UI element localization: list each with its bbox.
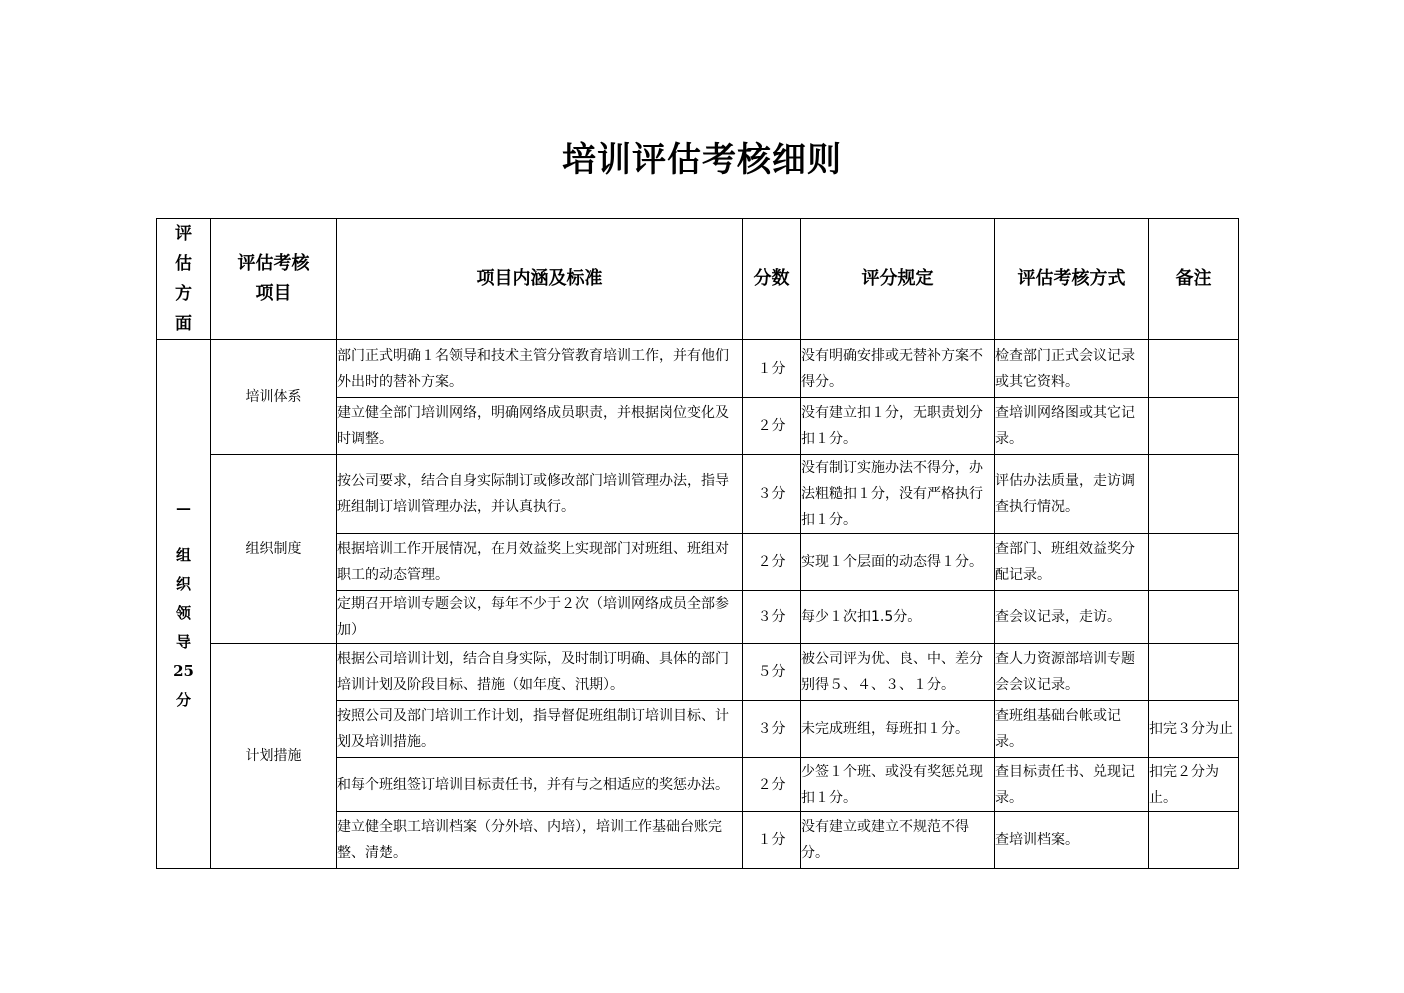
content-cell: 按公司要求，结合自身实际制订或修改部门培训管理办法，指导班组制订培训管理办法，并认真执行。 [337,455,743,534]
note-cell [1149,398,1239,455]
content-cell: 建立健全部门培训网络，明确网络成员职责，并根据岗位变化及时调整。 [337,398,743,455]
header-aspect-char: 评 [175,224,192,244]
method-cell: 查部门、班组效益奖分配记录。 [995,534,1149,591]
aspect-number: 25 [173,661,194,680]
header-row [157,219,1239,340]
rule-cell: 未完成班组，每班扣１分。 [801,701,995,758]
header-aspect [157,219,211,340]
header-aspect-char: 方 [175,284,192,304]
score-cell: ２分 [743,758,801,812]
header-aspect-char: 估 [175,254,192,274]
note-cell [1149,812,1239,869]
content-cell: 部门正式明确１名领导和技术主管分管教育培训工作，并有他们外出时的替补方案。 [337,340,743,398]
score-cell: ５分 [743,644,801,701]
note-cell: 扣完３分为止 [1149,701,1239,758]
header-score: 分数 [743,219,801,340]
table-row [157,455,1239,534]
content-cell: 按照公司及部门培训工作计划，指导督促班组制订培训目标、计划及培训措施。 [337,701,743,758]
aspect-char: 组 [175,545,191,564]
score-cell: ３分 [743,701,801,758]
aspect-char: 织 [175,574,191,593]
note-cell [1149,644,1239,701]
rule-cell: 被公司评为优、良、中、差分别得５、４、３、１分。 [801,644,995,701]
method-cell: 检查部门正式会议记录或其它资料。 [995,340,1149,398]
rule-cell: 少签１个班、或没有奖惩兑现扣１分。 [801,758,995,812]
score-cell: ２分 [743,398,801,455]
item-cell: 培训体系 [211,340,337,455]
rule-cell: 没有建立扣１分，无职责划分扣１分。 [801,398,995,455]
header-item [211,219,337,340]
page-title: 培训评估考核细则 [562,140,842,180]
method-cell: 查班组基础台帐或记录。 [995,701,1149,758]
note-cell: 扣完２分为止。 [1149,758,1239,812]
aspect-unit: 分 [175,690,191,709]
header-rule: 评分规定 [801,219,995,340]
content-cell: 建立健全职工培训档案（分外培、内培），培训工作基础台账完整、清楚。 [337,812,743,869]
content-cell: 和每个班组签订培训目标责任书，并有与之相适应的奖惩办法。 [337,758,743,812]
rule-cell: 每少１次扣1.5分。 [801,591,995,644]
content-cell: 根据公司培训计划，结合自身实际，及时制订明确、具体的部门培训计划及阶段目标、措施（如年度、汛期）。 [337,644,743,701]
table-row [157,644,1239,701]
aspect-char: 导 [175,632,191,651]
aspect-cell [157,340,211,869]
rule-cell: 没有制订实施办法不得分，办法粗糙扣１分，没有严格执行扣１分。 [801,455,995,534]
aspect-char: 领 [175,603,191,622]
header-content: 项目内涵及标准 [337,219,743,340]
item-cell: 计划措施 [211,644,337,869]
header-item-line: 项目 [255,283,292,304]
note-cell [1149,340,1239,398]
item-cell: 组织制度 [211,455,337,644]
method-cell: 查培训网络图或其它记录。 [995,398,1149,455]
content-cell: 根据培训工作开展情况，在月效益奖上实现部门对班组、班组对职工的动态管理。 [337,534,743,591]
note-cell [1149,534,1239,591]
rule-cell: 没有建立或建立不规范不得分。 [801,812,995,869]
method-cell: 查会议记录，走访。 [995,591,1149,644]
score-cell: ３分 [743,591,801,644]
header-method: 评估考核方式 [995,219,1149,340]
note-cell [1149,455,1239,534]
score-cell: １分 [743,340,801,398]
score-cell: ２分 [743,534,801,591]
method-cell: 查目标责任书、兑现记录。 [995,758,1149,812]
note-cell [1149,591,1239,644]
aspect-dash: — [176,498,191,517]
rule-cell: 没有明确安排或无替补方案不得分。 [801,340,995,398]
assessment-table [156,218,1239,869]
method-cell: 查人力资源部培训专题会会议记录。 [995,644,1149,701]
header-item-line: 评估考核 [237,253,310,274]
rule-cell: 实现１个层面的动态得１分。 [801,534,995,591]
header-aspect-char: 面 [175,314,192,334]
method-cell: 评估办法质量，走访调查执行情况。 [995,455,1149,534]
header-note: 备注 [1149,219,1239,340]
content-cell: 定期召开培训专题会议，每年不少于２次（培训网络成员全部参加） [337,591,743,644]
table-row [157,340,1239,398]
score-cell: ３分 [743,455,801,534]
method-cell: 查培训档案。 [995,812,1149,869]
score-cell: １分 [743,812,801,869]
